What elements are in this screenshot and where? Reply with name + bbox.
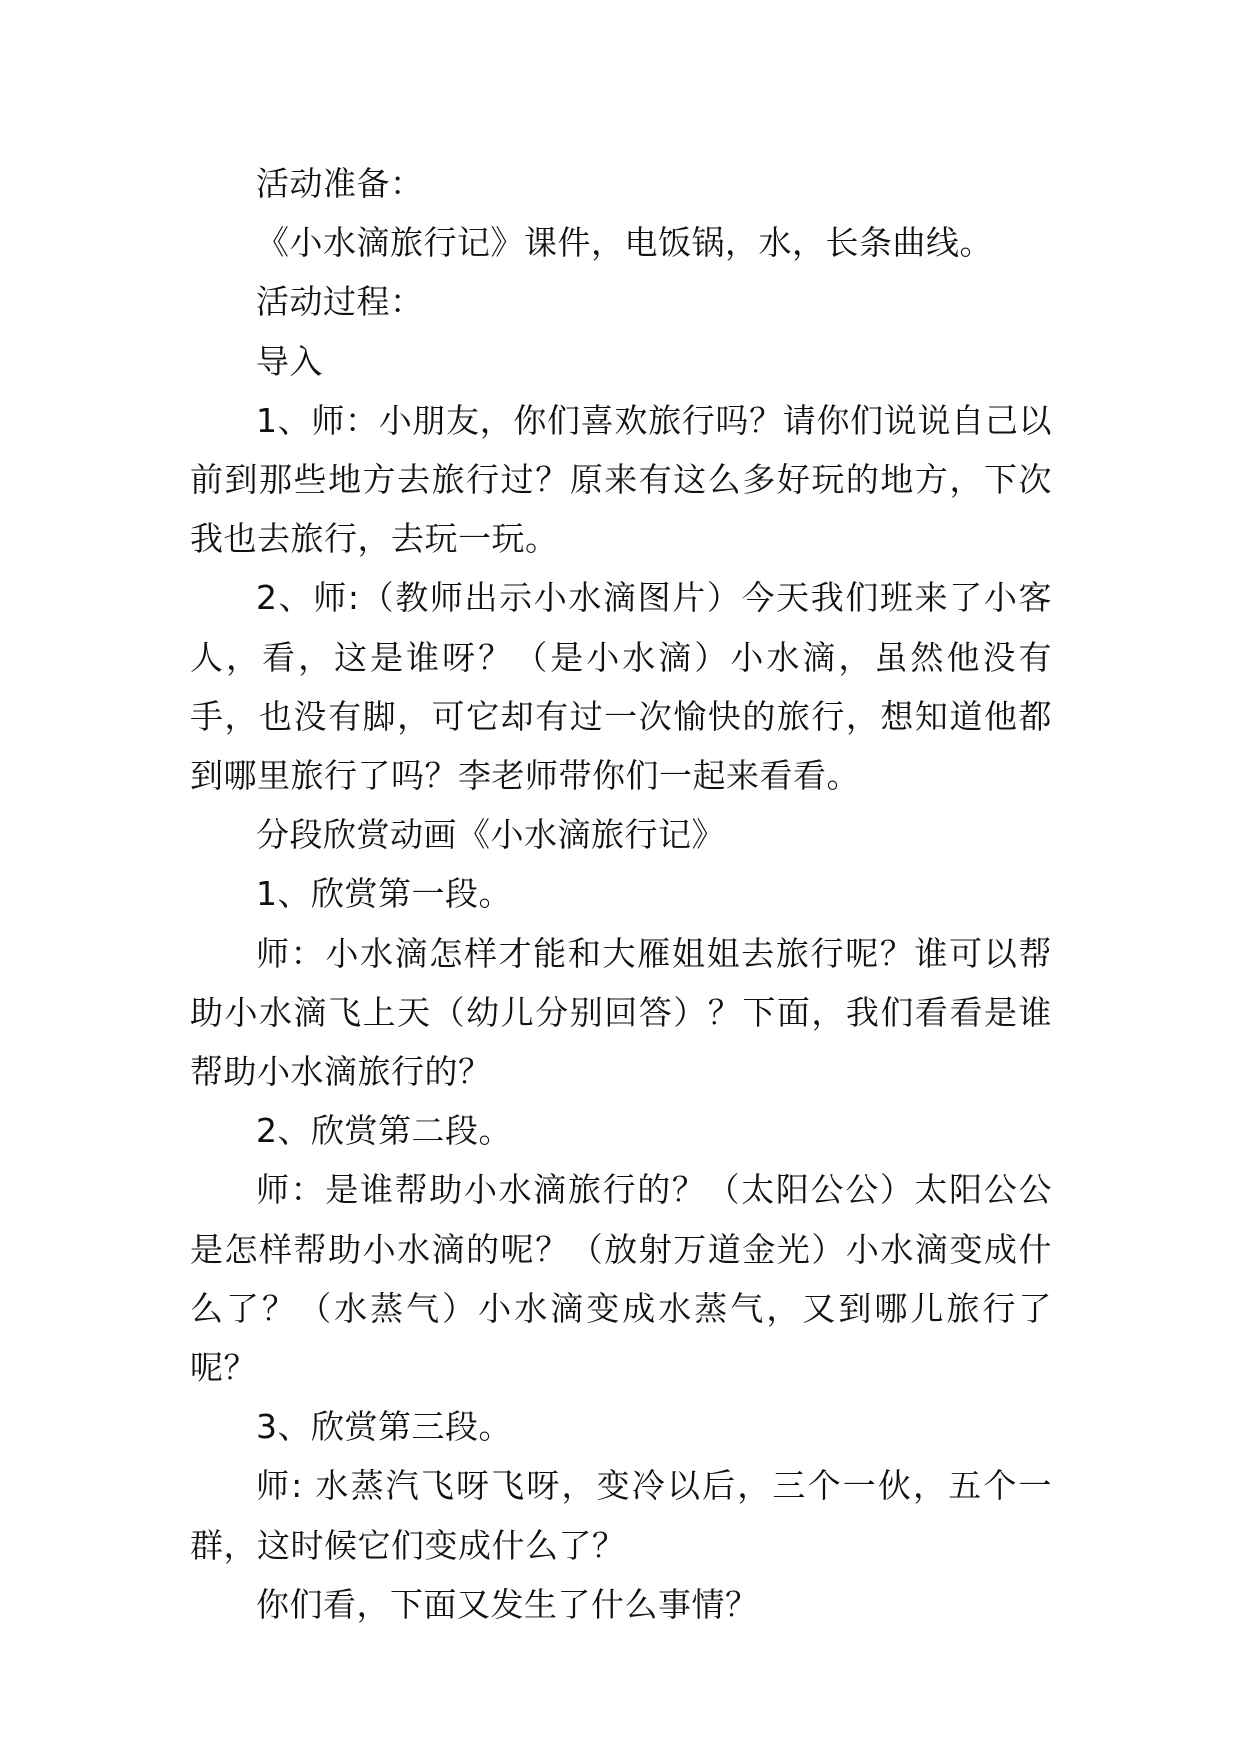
document-page <box>190 154 1052 1634</box>
section-heading-process: 活动过程： <box>256 282 424 322</box>
segment-1-heading: 1、欣赏第一段。 <box>256 874 512 914</box>
section-heading-preparation: 活动准备： <box>256 164 424 203</box>
segment-2-heading: 2、欣赏第二段。 <box>256 1111 512 1151</box>
segment-3-heading: 3、欣赏第三段。 <box>256 1407 512 1447</box>
segment-3-text: 师: 水蒸汽飞呀飞呀，变冷以后，三个一伙，五个一群，这时候它们变成什么了？ <box>190 1466 1052 1565</box>
materials-list: 《小水滴旅行记》课件，电饭锅，水，长条曲线。 <box>256 223 993 263</box>
subheading-segment-viewing: 分段欣赏动画《小水滴旅行记》 <box>256 815 725 855</box>
subheading-introduction: 导入 <box>256 341 323 381</box>
segment-2-text: 师：是谁帮助小水滴旅行的？（太阳公公）太阳公公是怎样帮助小水滴的呢？（放射万道金光）小水滴变成什么了？（水蒸气）小水滴变成水蒸气，又到哪儿旅行了呢？ <box>190 1170 1052 1388</box>
intro-step-2: 2、师:（教师出示小水滴图片）今天我们班来了小客人，看，这是谁呀？（是小水滴）小水滴，虽然他没有手，也没有脚，可它却有过一次愉快的旅行，想知道他都到哪里旅行了吗？李老师带你们一起来看看。 <box>190 578 1052 796</box>
segment-1-text: 师：小水滴怎样才能和大雁姐姐去旅行呢？谁可以帮助小水滴飞上天（幼儿分别回答）？下面，我们看看是谁帮助小水滴旅行的？ <box>190 933 1052 1092</box>
closing-question: 你们看，下面又发生了什么事情？ <box>256 1584 759 1624</box>
intro-step-1: 1、师：小朋友，你们喜欢旅行吗？请你们说说自己以前到那些地方去旅行过？原来有这么多好玩的地方，下次我也去旅行，去玩一玩。 <box>190 400 1052 559</box>
